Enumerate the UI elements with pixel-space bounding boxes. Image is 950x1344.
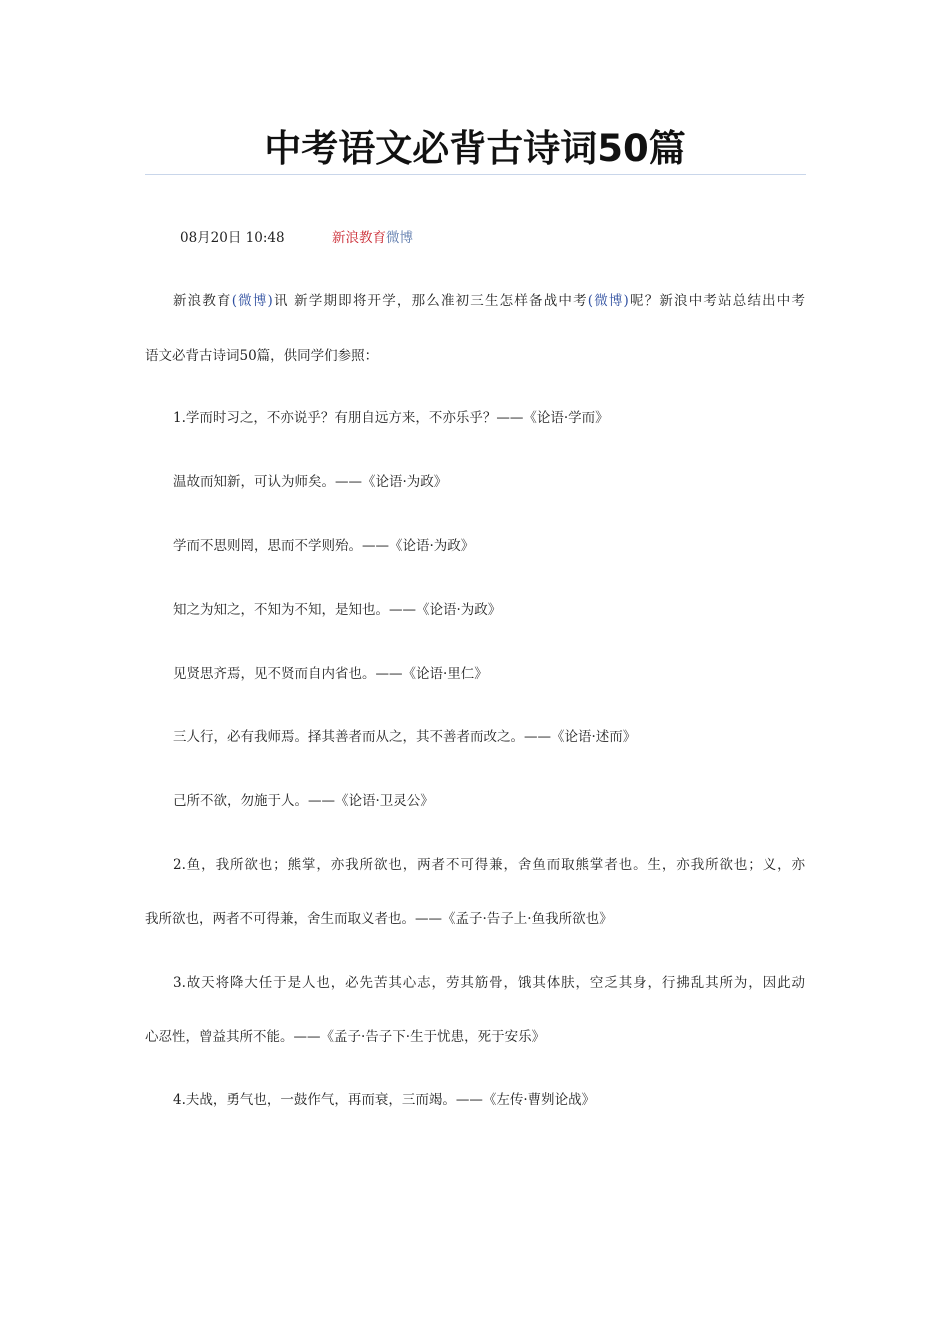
quote-paragraph: 温故而知新，可认为师矣。——《论语·为政》 (173, 474, 448, 490)
quote-paragraph: 己所不欲，勿施于人。——《论语·卫灵公》 (173, 793, 434, 809)
source-link[interactable]: 新浪教育 (332, 230, 386, 246)
weibo-link-2[interactable]: (微博) (587, 293, 629, 309)
quote-paragraph: 知之为知之，不知为不知，是知也。——《论语·为政》 (173, 602, 502, 618)
quote-paragraph-line-1: 2.鱼，我所欲也；熊掌，亦我所欲也，两者不可得兼，舍鱼而取熊掌者也。生，亦我所欲也；义，亦 (173, 857, 805, 873)
quote-paragraph: 1.学而时习之，不亦说乎？有朋自远方来，不亦乐乎？——《论语·学而》 (173, 410, 609, 426)
weibo-link-1[interactable]: (微博) (231, 293, 273, 309)
intro-text-2: 讯 新学期即将开学，那么准初三生怎样备战中考 (272, 293, 588, 309)
title-divider (145, 174, 806, 175)
quote-paragraph: 学而不思则罔，思而不学则殆。——《论语·为政》 (173, 538, 475, 554)
quote-paragraph-line-2: 我所欲也，两者不可得兼，舍生而取义者也。——《孟子·告子上·鱼我所欲也》 (145, 911, 613, 927)
quote-paragraph: 见贤思齐焉，见不贤而自内省也。——《论语·里仁》 (173, 666, 488, 682)
quote-paragraph: 三人行，必有我师焉。择其善者而从之，其不善者而改之。——《论语·述而》 (173, 729, 637, 745)
quote-paragraph-line-1: 3.故天将降大任于是人也，必先苦其心志，劳其筋骨，饿其体肤，空乏其身，行拂乱其所为，因此动 (173, 975, 805, 991)
publish-date: 08月20日 10:48 (180, 230, 285, 246)
quote-paragraph: 4.夫战，勇气也，一鼓作气，再而衰，三而竭。——《左传·曹刿论战》 (173, 1092, 596, 1108)
intro-text-1: 新浪教育 (173, 293, 232, 309)
intro-text-3: 呢？新浪中考站总结出中考 (628, 293, 805, 309)
quote-paragraph-line-2: 心忍性，曾益其所不能。——《孟子·告子下·生于忧患，死于安乐》 (145, 1029, 546, 1045)
source-attribution (332, 228, 413, 248)
source-weibo-link[interactable]: 微博 (386, 230, 413, 246)
article-title: 中考语文必背古诗词50篇 (264, 127, 686, 170)
intro-paragraph-line-1 (173, 291, 805, 311)
intro-paragraph-line-2: 语文必背古诗词50篇，供同学们参照： (145, 348, 379, 364)
